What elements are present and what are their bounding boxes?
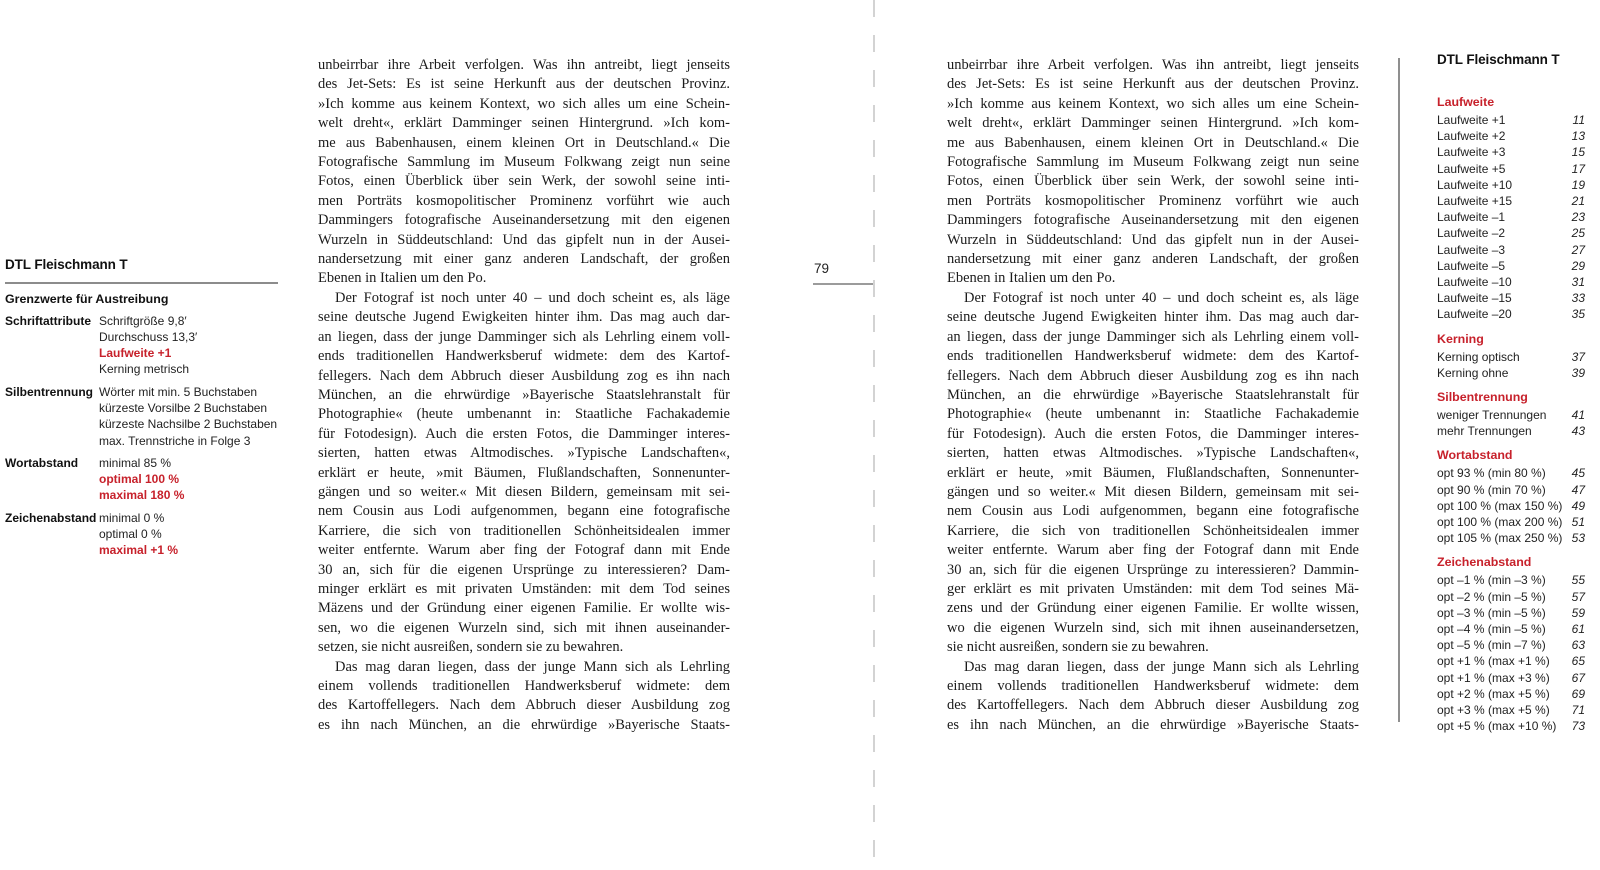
settings-group — [5, 455, 278, 504]
index-row-label: Laufweite +10 — [1437, 177, 1513, 192]
text-line: Photographie« (heute umbenannt in: Staatliche Fachakademie — [318, 406, 730, 423]
settings-value: Durchschuss 13,3′ — [99, 329, 198, 344]
text-line: 30 an, sich für die eigenen Ursprünge zu interessieren? Dammin- — [947, 561, 1359, 578]
index-row-label: weniger Trennungen — [1437, 408, 1547, 423]
index-row — [1437, 718, 1585, 734]
settings-value: Kerning metrisch — [99, 362, 190, 377]
index-section — [1437, 94, 1585, 323]
index-row-label: Laufweite +15 — [1437, 194, 1513, 209]
index-row — [1437, 258, 1585, 274]
index-row-label: opt 105 % (max 250 %) — [1437, 531, 1563, 546]
index-row-label: opt –5 % (min –7 %) — [1437, 638, 1546, 653]
index-row-label: opt –1 % (min –3 %) — [1437, 573, 1546, 588]
index-row-label: opt –2 % (min –5 %) — [1437, 589, 1546, 604]
index-row-page-number: 63 — [1571, 638, 1585, 653]
index-row — [1437, 242, 1585, 258]
index-row-page-number: 27 — [1571, 242, 1585, 257]
index-row-page-number: 49 — [1571, 498, 1585, 513]
text-line: nandersetzung mit einer ganz anderen Landschaft, der großen — [318, 251, 730, 268]
index-row-label: opt +1 % (max +3 %) — [1437, 670, 1550, 685]
index-row — [1437, 423, 1585, 439]
settings-value: kürzeste Vorsilbe 2 Buchstaben — [99, 400, 268, 415]
text-line: seine deutsche Jugend Ewigkeiten hinter ihm. Das mag auch dar- — [318, 309, 730, 326]
text-line: fellegers. Nach dem Abbruch dieser Ausbildung zog es ihn nach — [318, 367, 730, 384]
index-row-label: Laufweite –15 — [1437, 291, 1512, 306]
text-line: unbeirrbar ihre Arbeit verfolgen. Was ihn antreibt, liegt jenseits — [947, 57, 1359, 73]
index-row-label: opt 90 % (min 70 %) — [1437, 482, 1546, 497]
text-line: weiter entfernte. Warum aber fing der Fotograf dann mit Ende — [947, 542, 1359, 559]
text-line: fellegers. Nach dem Abbruch dieser Ausbildung zog es ihn nach — [947, 367, 1359, 384]
text-line: zens und der Gründung einer eigenen Familie. Er wollte wissen, — [947, 600, 1359, 617]
index-row — [1437, 209, 1585, 225]
index-row — [1437, 112, 1585, 128]
text-line: Wurzeln in Süddeutschland: Und das gipfelt nun in der Ausei- — [318, 231, 730, 248]
index-row — [1437, 144, 1585, 160]
index-row-page-number: 23 — [1571, 210, 1585, 225]
index-row-page-number: 25 — [1571, 226, 1585, 241]
text-line: nandersetzung mit einer ganz anderen Landschaft, der großen — [947, 251, 1359, 268]
index-row — [1437, 498, 1585, 514]
settings-group-label: Wortabstand — [5, 455, 79, 470]
text-line: nem Cousin aus Lodi aufgenommen, begann eine fotografische — [318, 503, 730, 520]
index-row-label: opt +1 % (max +1 %) — [1437, 654, 1550, 669]
index-row-page-number: 13 — [1571, 129, 1585, 144]
index-row-page-number: 67 — [1571, 670, 1585, 685]
index-row-label: Kerning optisch — [1437, 349, 1520, 364]
index-row — [1437, 365, 1585, 381]
right-panel-sections — [1437, 94, 1585, 735]
index-row-label: Kerning ohne — [1437, 365, 1509, 380]
index-row — [1437, 605, 1585, 621]
settings-value: max. Trennstriche in Folge 3 — [99, 433, 251, 448]
text-line: men Porträts kosmopolitischer Prominenz vorführt wie auch — [947, 192, 1359, 209]
index-row-label: Laufweite –10 — [1437, 275, 1512, 290]
text-line: Der Fotograf ist noch unter 40 – und doch scheint es, als läge — [335, 289, 730, 306]
index-row-page-number: 47 — [1571, 482, 1585, 497]
text-line: gängen und so weiter.« Mit diesen Bildern, gemeinsam mit sei- — [947, 483, 1359, 500]
left-panel-title: DTL Fleischmann T — [5, 257, 128, 272]
text-line: Fotos, einen Überblick über sein Werk, der sowohl seine inti- — [318, 173, 730, 190]
text-line: me aus Babenhausen, einem kleinen Ort in Deutschland.« Die — [947, 134, 1359, 151]
index-row-page-number: 53 — [1571, 531, 1585, 546]
settings-value: optimal 0 % — [99, 527, 162, 542]
text-line: Wurzeln in Süddeutschland: Und das gipfelt nun in der Ausei- — [947, 231, 1359, 248]
index-row — [1437, 128, 1585, 144]
right-index-panel — [1437, 52, 1585, 735]
center-fold-dashed-line — [873, 0, 875, 870]
index-section-heading: Zeichenabstand — [1437, 555, 1532, 570]
index-row-page-number: 35 — [1571, 307, 1585, 322]
index-row-label: Laufweite +3 — [1437, 145, 1506, 160]
index-row-label: mehr Trennungen — [1437, 424, 1532, 439]
text-line: Photographie« (heute umbenannt in: Staatliche Fachakademie — [947, 406, 1359, 423]
index-row — [1437, 349, 1585, 365]
settings-group-values — [99, 510, 278, 559]
text-line: welt dreht«, erklärt Damminger seinen Hintergrund. »Ich kom- — [947, 115, 1359, 132]
text-line: sierten, hatten etwas Altmodisches. »Typische Landschaften«, — [318, 445, 730, 462]
index-row — [1437, 225, 1585, 241]
right-panel-divider-line — [1398, 58, 1400, 722]
index-row-page-number: 51 — [1571, 515, 1585, 530]
index-row — [1437, 514, 1585, 530]
settings-group-values — [99, 313, 278, 378]
index-row — [1437, 702, 1585, 718]
left-panel-subtitle: Grenzwerte für Austreibung — [5, 291, 169, 306]
index-row-page-number: 43 — [1571, 424, 1585, 439]
index-row — [1437, 686, 1585, 702]
settings-value: Laufweite +1 — [99, 346, 172, 361]
text-line: ends traditionellen Handwerksberuf widmete: dem des Kartof- — [318, 348, 730, 365]
index-section — [1437, 389, 1585, 439]
index-row-page-number: 65 — [1571, 654, 1585, 669]
text-line: nem Cousin aus Lodi aufgenommen, begann eine fotografische — [947, 503, 1359, 520]
text-line: ends traditionellen Handwerksberuf widmete: dem des Kartof- — [947, 348, 1359, 365]
index-section-heading: Kerning — [1437, 331, 1484, 346]
text-line: 30 an, sich für die eigenen Ursprünge zu interessieren? Dam- — [318, 561, 730, 578]
text-line: des Jet-Sets: Es ist seine Herkunft aus der deutschen Provinz. — [947, 76, 1359, 93]
text-line: Karriere, die sich von traditionellen Schönheitsidealen immer — [947, 522, 1359, 539]
text-line: Das mag daran liegen, dass der junge Mann sich als Lehrling — [335, 658, 730, 675]
index-row — [1437, 653, 1585, 669]
settings-value: minimal 85 % — [99, 455, 172, 470]
page-number: 79 — [814, 261, 830, 276]
text-line: ger erklärt es mit privaten Umständen: mit dem Tod seines Mä- — [947, 580, 1359, 597]
text-line: sierten, hatten etwas Altmodisches. »Typische Landschaften«, — [947, 445, 1359, 462]
index-row — [1437, 482, 1585, 498]
text-line: Das mag daran liegen, dass der junge Mann sich als Lehrling — [964, 658, 1359, 675]
left-page-text-column — [318, 56, 730, 735]
index-row-page-number: 21 — [1571, 194, 1585, 209]
index-row-page-number: 17 — [1571, 161, 1585, 176]
text-line: München, an die ehrwürdige »Bayerische Staatslehranstalt für — [947, 386, 1359, 403]
text-line: weiter entfernte. Warum aber fing der Fotograf dann mit Ende — [318, 542, 730, 559]
text-line: wo die eigenen Wurzeln sind, sich mit ihnen auseinandersetzen, — [947, 619, 1359, 636]
index-row-page-number: 55 — [1571, 573, 1585, 588]
text-line: des Kartoffellegers. Nach dem Abbruch dieser Ausbildung zog — [947, 697, 1359, 714]
text-line: erklärt er heute, »mit Bäumen, Flußlandschaften, Sonnenunter- — [318, 464, 730, 481]
index-row-label: Laufweite +5 — [1437, 161, 1506, 176]
text-line: an liegen, dass der junge Damminger sich als Lehrling einem voll- — [318, 328, 730, 345]
index-row — [1437, 290, 1585, 306]
settings-value: kürzeste Nachsilbe 2 Buchstaben — [99, 417, 278, 432]
text-line: Mäzens und der Gründung einer eigenen Familie. Er wollte wis- — [318, 600, 730, 617]
text-line: Karriere, die sich von traditionellen Schönheitsidealen immer — [318, 522, 730, 539]
index-row-page-number: 61 — [1571, 622, 1585, 637]
text-line: Fotografische Sammlung im Museum Folkwang zeigt nun seine — [318, 154, 730, 171]
index-row — [1437, 589, 1585, 605]
index-row-label: Laufweite –5 — [1437, 258, 1506, 273]
index-row-page-number: 39 — [1571, 365, 1585, 380]
text-line: setzen, sie nicht ausreißen, sondern sie zu bewahren. — [318, 639, 624, 656]
index-row-page-number: 73 — [1571, 719, 1585, 734]
text-line: für Fotodesign). Auch die ersten Fotos, die Damminger interes- — [947, 425, 1359, 442]
settings-group — [5, 510, 278, 559]
index-row — [1437, 465, 1585, 481]
settings-group — [5, 313, 278, 378]
text-line: gängen und so weiter.« Mit diesen Bildern, gemeinsam mit sei- — [318, 483, 730, 500]
index-row — [1437, 177, 1585, 193]
index-row — [1437, 274, 1585, 290]
index-row-page-number: 33 — [1571, 291, 1585, 306]
index-row-page-number: 41 — [1571, 408, 1585, 423]
settings-value: maximal +1 % — [99, 543, 179, 558]
text-line: Der Fotograf ist noch unter 40 – und doch scheint es, als läge — [964, 289, 1359, 306]
text-line: seine deutsche Jugend Ewigkeiten hinter ihm. Das mag auch dar- — [947, 309, 1359, 326]
index-section — [1437, 331, 1585, 381]
text-line: men Porträts kosmopolitischer Prominenz vorführt wie auch — [318, 192, 730, 209]
index-row-page-number: 11 — [1572, 113, 1585, 127]
index-row — [1437, 193, 1585, 209]
index-row-label: opt –4 % (min –5 %) — [1437, 622, 1546, 637]
index-row — [1437, 306, 1585, 322]
text-line: »Ich komme aus keinem Kontext, wo sich alles um eine Schein- — [318, 95, 730, 112]
index-row-page-number: 69 — [1571, 686, 1585, 701]
text-line: Ebenen in Italien um den Po. — [947, 270, 1116, 287]
index-row-label: Laufweite +2 — [1437, 129, 1506, 144]
index-row — [1437, 637, 1585, 653]
settings-group-label: Schriftattribute — [5, 313, 92, 328]
text-line: an liegen, dass der junge Damminger sich als Lehrling einem voll- — [947, 328, 1359, 345]
text-line: »Ich komme aus keinem Kontext, wo sich alles um eine Schein- — [947, 95, 1359, 112]
settings-group-label: Silbentrennung — [5, 384, 93, 399]
index-section-heading: Silbentrennung — [1437, 390, 1528, 405]
settings-value: Schriftgröße 9,8′ — [99, 313, 187, 328]
settings-group-values — [99, 455, 278, 504]
settings-group-label: Zeichenabstand — [5, 510, 97, 525]
index-row-label: opt +2 % (max +5 %) — [1437, 686, 1550, 701]
text-line: des Kartoffellegers. Nach dem Abbruch dieser Ausbildung zog — [318, 697, 730, 714]
left-panel-groups — [5, 313, 278, 559]
text-line: unbeirrbar ihre Arbeit verfolgen. Was ihn antreibt, liegt jenseits — [318, 57, 730, 73]
text-line: welt dreht«, erklärt Damminger seinen Hintergrund. »Ich kom- — [318, 115, 730, 132]
index-row-label: opt 100 % (max 200 %) — [1437, 515, 1563, 530]
index-section — [1437, 554, 1585, 734]
index-row-label: opt +5 % (max +10 %) — [1437, 719, 1557, 734]
index-row-label: Laufweite –20 — [1437, 307, 1512, 322]
index-row-page-number: 37 — [1571, 349, 1585, 364]
text-line: Ebenen in Italien um den Po. — [318, 270, 487, 287]
index-section — [1437, 447, 1585, 546]
index-row — [1437, 572, 1585, 588]
text-line: minger erklärt es mit privaten Umständen: mit dem Tod seines — [318, 580, 730, 597]
text-line: des Jet-Sets: Es ist seine Herkunft aus der deutschen Provinz. — [318, 76, 730, 93]
index-row-label: Laufweite +1 — [1437, 113, 1506, 127]
settings-value: Wörter mit min. 5 Buchstaben — [99, 384, 258, 399]
text-line: Dammingers fotografische Auseinandersetzung mit den eigenen — [318, 212, 730, 229]
index-row-page-number: 45 — [1571, 466, 1585, 481]
index-row-label: Laufweite –1 — [1437, 210, 1506, 225]
index-section-heading: Wortabstand — [1437, 448, 1513, 463]
index-row-page-number: 15 — [1571, 145, 1585, 160]
text-line: Fotos, einen Überblick über sein Werk, der sowohl seine inti- — [947, 173, 1359, 190]
text-line: einem vollends traditionellen Handwerksberuf widmete: dem — [318, 678, 730, 694]
index-row-label: opt +3 % (max +5 %) — [1437, 703, 1550, 718]
index-row — [1437, 161, 1585, 177]
index-row-label: opt –3 % (min –5 %) — [1437, 605, 1546, 620]
text-line: es ihn nach München, an die ehrwürdige »Bayerische Staats- — [947, 716, 1359, 733]
text-line: einem vollends traditionellen Handwerksberuf widmete: dem — [947, 678, 1359, 694]
text-line: me aus Babenhausen, einem kleinen Ort in Deutschland.« Die — [318, 134, 730, 151]
index-row-page-number: 31 — [1571, 275, 1585, 290]
text-line: erklärt er heute, »mit Bäumen, Flußlandschaften, Sonnenunter- — [947, 464, 1359, 481]
text-line: Fotografische Sammlung im Museum Folkwang zeigt nun seine — [947, 154, 1359, 171]
index-section-heading: Laufweite — [1437, 95, 1495, 109]
left-panel-rule — [5, 282, 278, 284]
index-row — [1437, 670, 1585, 686]
index-row-label: opt 100 % (max 150 %) — [1437, 498, 1563, 513]
page-number-rule — [813, 283, 873, 285]
index-row — [1437, 407, 1585, 423]
settings-group-values — [99, 384, 278, 449]
text-line: für Fotodesign). Auch die ersten Fotos, die Damminger interes- — [318, 425, 730, 442]
right-panel-title: DTL Fleischmann T — [1437, 52, 1560, 67]
settings-value: optimal 100 % — [99, 472, 180, 487]
text-line: Dammingers fotografische Auseinandersetzung mit den eigenen — [947, 212, 1359, 229]
index-row-label: Laufweite –2 — [1437, 226, 1506, 241]
index-row-label: Laufweite –3 — [1437, 242, 1506, 257]
index-row — [1437, 530, 1585, 546]
left-settings-panel — [5, 257, 278, 565]
index-row-page-number: 57 — [1571, 589, 1585, 604]
index-row-label: opt 93 % (min 80 %) — [1437, 466, 1546, 481]
text-line: sen, wo die eigenen Wurzeln sind, sich mit ihnen auseinander- — [318, 619, 730, 636]
index-row-page-number: 59 — [1571, 605, 1585, 620]
right-page-text-column — [947, 56, 1359, 735]
settings-group — [5, 384, 278, 449]
index-row-page-number: 29 — [1571, 258, 1585, 273]
text-line: sie nicht ausreißen, sondern sie zu bewahren. — [947, 639, 1209, 656]
text-line: es ihn nach München, an die ehrwürdige »Bayerische Staats- — [318, 716, 730, 733]
index-row — [1437, 621, 1585, 637]
text-line: München, an die ehrwürdige »Bayerische Staatslehranstalt für — [318, 386, 730, 403]
settings-value: minimal 0 % — [99, 510, 165, 525]
index-row-page-number: 71 — [1571, 703, 1585, 718]
settings-value: maximal 180 % — [99, 488, 185, 503]
index-row-page-number: 19 — [1571, 177, 1585, 192]
